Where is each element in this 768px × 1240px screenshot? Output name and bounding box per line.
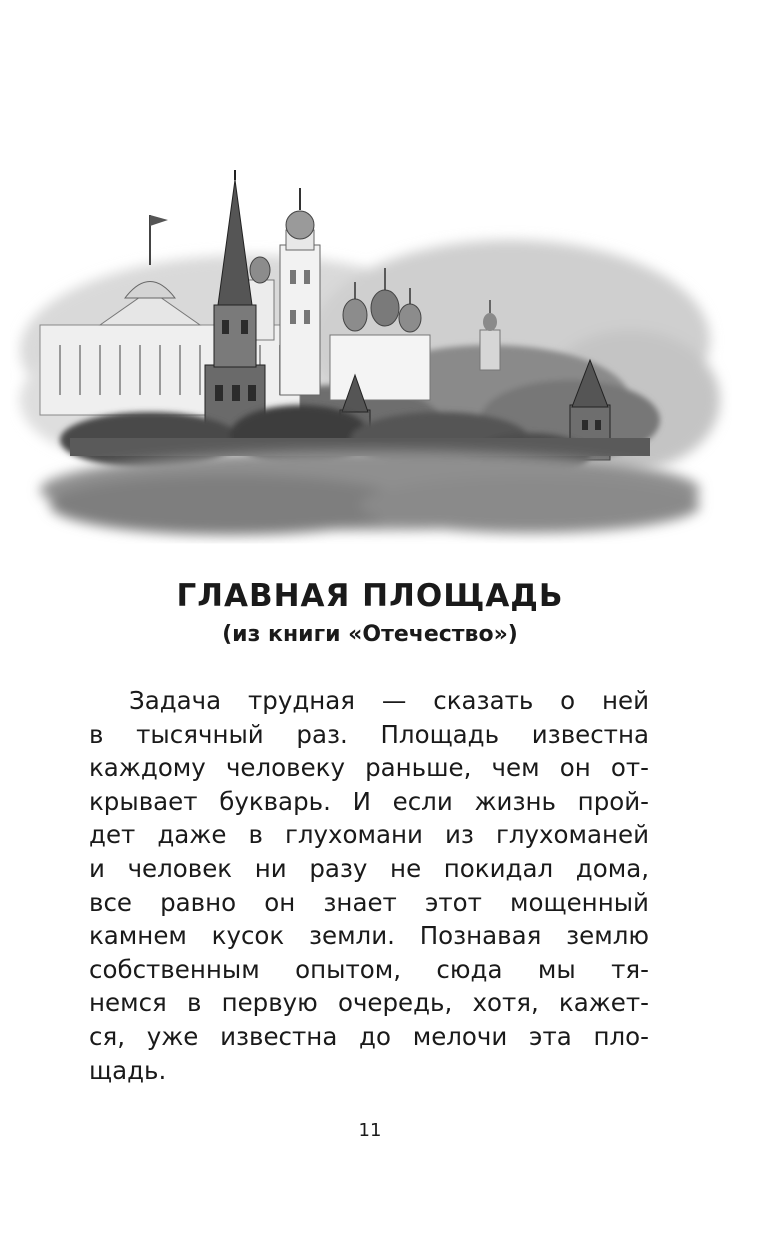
- text-line: немся в первую очередь, хотя, кажет-: [89, 988, 649, 1018]
- text-line: собственным опытом, сюда мы тя-: [89, 954, 649, 984]
- text-line: все равно он знает этот мощенный: [89, 887, 649, 917]
- page-number: 11: [358, 1120, 382, 1141]
- text-line: крывает букварь. И если жизнь прой-: [89, 786, 649, 816]
- text-line: в тысячный раз. Площадь известна: [89, 719, 649, 749]
- text-line: камнем кусок земли. Познавая землю: [89, 921, 649, 951]
- text-line: каждому человеку раньше, чем он от-: [89, 753, 649, 783]
- bell-tower: [280, 188, 320, 395]
- kremlin-illustration: [10, 170, 732, 550]
- text-line: и человек ни разу не покидал дома,: [89, 853, 649, 883]
- text-line: щадь.: [89, 1055, 167, 1085]
- chapter-subtitle: (из книги «Отечество»): [222, 622, 518, 647]
- text-line: дет даже в глухомани из глухоманей: [89, 820, 649, 850]
- ground-wash: [40, 450, 700, 535]
- text-line: ся, уже известна до мелочи эта пло-: [89, 1021, 649, 1051]
- body-paragraph: [89, 684, 649, 1087]
- text-line: Задача трудная — сказать о ней: [129, 686, 649, 715]
- chapter-title: ГЛАВНАЯ ПЛОЩАДЬ: [176, 578, 564, 614]
